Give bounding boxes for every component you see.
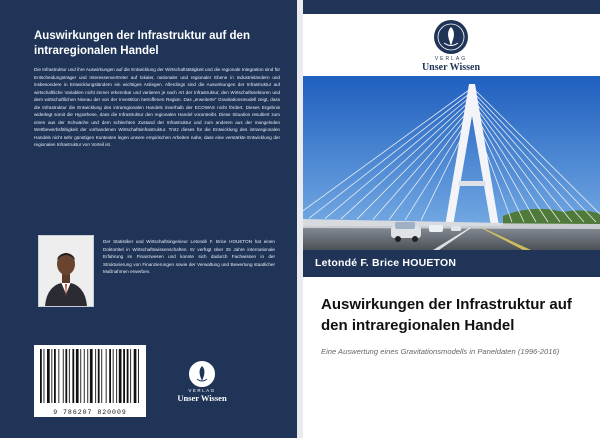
isbn-barcode: [34, 345, 146, 417]
back-cover: [0, 0, 297, 438]
author-band: [303, 250, 600, 277]
book-title: Auswirkungen der Infrastruktur auf den intraregionalen Handel: [321, 296, 572, 334]
publisher-logo-front: [411, 20, 491, 73]
publisher-verlag-label: VERLAG: [188, 388, 216, 393]
cover-photo-bridge: [303, 76, 600, 250]
front-cover: [303, 0, 600, 438]
author-bio: Der Statistiker und Wirtschaftsingenieur Letondé F. Brice HOUETON hat einen Doktortitel in Wirtschaftswissenschaften. Er verfügt über 25 Jahre internationale Erfahrung im Finanzwesen und konnte sich dadurch Fachwissen in der Strukturierung von Finanzierungen sowie der Verwaltung und Bewertung staatlicher Maßnahmen erwerben.: [103, 239, 275, 275]
author-name: Letondé F. Brice HOUETON: [315, 257, 457, 269]
back-cover-blurb: Die Infrastruktur und ihre Auswirkungen auf die Entwicklung der Wirtschaftstätigkeit und die regionale Integration sind für Entscheidungsträger und Interessenvertreter auf lokaler, nationaler und regionaler Ebene in Industrieländern und insbesondere in Entwicklungsländern ein wichtiges Anliegen. Allerdings sind die Auswirkungen der Infrastruktur auf wirtschaftliche Variablen nicht immer erkennbar und variieren je nach Art der Infrastruktur, den Wirtschaftssektoren und dem wirtschaftlichen Niveau der von der Investition betroffenen Region. Das „erweiterte“ Gravitationsmodell zeigt, dass die Infrastruktur die Entwicklung des intraregionalen Handels innerhalb der ECOWAS nicht fördert. Dieses Ergebnis widerlegt somit die Hypothese, dass die Infrastruktur den regionalen Handel vorantreibt. Diese Situation resultiert zum einen aus der Schwäche und dem schlechten Zustand der Infrastruktur und zum anderen aus der mangelnden Wettbewerbsfähigkeit der vorhandenen Wirtschaftsinfrastruktur. Trotz dieses für die Entwicklung des intraregionalen Handels nicht sehr günstigen Kontextes legen unsere empirischen Arbeiten nahe, dass eine verstärkte Entwicklung der regionalen Infrastruktur von Vorteil ist.: [34, 67, 280, 148]
author-photo: [38, 235, 94, 307]
publisher-verlag-label: VERLAG: [434, 56, 468, 62]
publisher-name: Unser Wissen: [177, 393, 227, 403]
publisher-logo-back: [172, 361, 232, 403]
isbn-number: 9 786207 820009: [53, 409, 127, 416]
quill-in-circle-icon: [434, 20, 468, 54]
publisher-name: Unser Wissen: [421, 62, 481, 73]
top-band: [303, 0, 600, 14]
book-subtitle: Eine Auswertung eines Gravitationsmodells in Paneldaten (1996-2016): [321, 347, 560, 356]
quill-in-circle-icon: [189, 361, 215, 387]
back-cover-title: Auswirkungen der Infrastruktur auf den intraregionalen Handel: [34, 30, 250, 57]
